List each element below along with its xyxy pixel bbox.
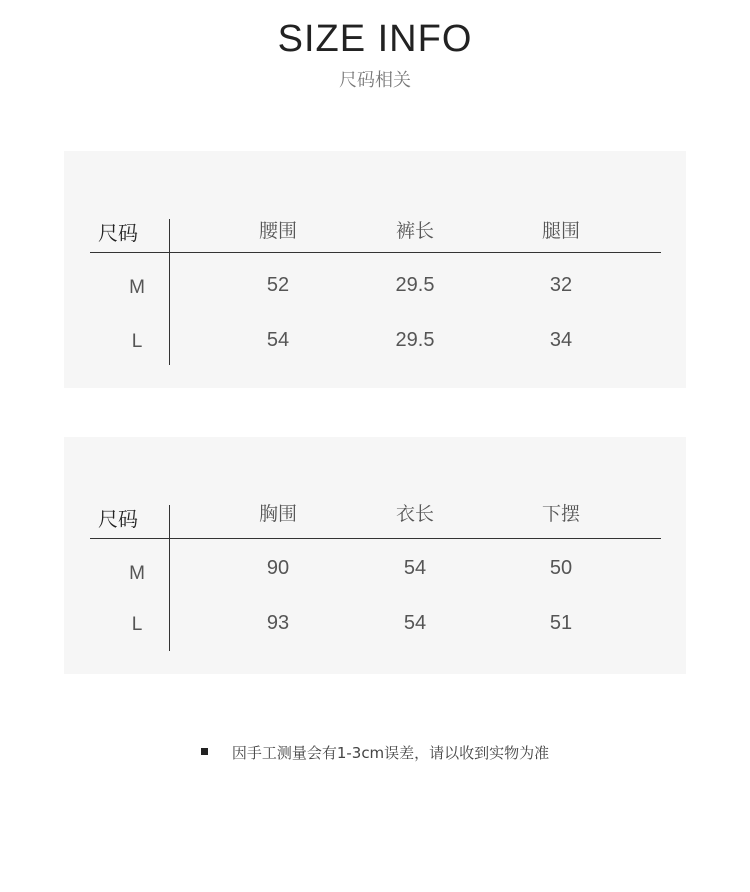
table-cell: 54 bbox=[403, 612, 427, 634]
row-label-m: M bbox=[129, 277, 145, 298]
table-vertical-divider bbox=[169, 505, 170, 651]
table-cell: 54 bbox=[266, 329, 290, 351]
table-header-divider bbox=[90, 538, 661, 539]
measurement-note bbox=[0, 742, 750, 763]
page-subtitle: 尺码相关 bbox=[339, 70, 411, 91]
table-cell: 93 bbox=[266, 612, 290, 634]
table-cell: 51 bbox=[549, 612, 573, 634]
table-cell: 29.5 bbox=[395, 274, 435, 296]
table-cell: 90 bbox=[266, 557, 290, 579]
table-cell: 50 bbox=[549, 557, 573, 579]
column-header-length: 裤长 bbox=[395, 220, 434, 242]
column-header-length: 衣长 bbox=[395, 503, 434, 525]
size-table-top bbox=[64, 437, 686, 674]
table-vertical-divider bbox=[169, 219, 170, 365]
row-label-l: L bbox=[131, 331, 143, 352]
table-header-divider bbox=[90, 252, 661, 253]
column-header-hem: 下摆 bbox=[541, 503, 580, 525]
bullet-icon bbox=[201, 748, 208, 755]
row-label-m: M bbox=[129, 563, 145, 584]
column-header-thigh: 腿围 bbox=[541, 220, 580, 242]
table-corner-label: 尺码 bbox=[98, 507, 138, 531]
page-title: SIZE INFO bbox=[277, 18, 473, 60]
table-cell: 29.5 bbox=[395, 329, 435, 351]
measurement-note-text: 因手工测量会有1-3cm误差，请以收到实物为准 bbox=[231, 744, 550, 762]
table-cell: 54 bbox=[403, 557, 427, 579]
column-header-chest: 胸围 bbox=[258, 503, 297, 525]
size-table-pants bbox=[64, 151, 686, 388]
column-header-waist: 腰围 bbox=[258, 220, 297, 242]
table-cell: 32 bbox=[549, 274, 573, 296]
table-cell: 52 bbox=[266, 274, 290, 296]
table-corner-label: 尺码 bbox=[98, 221, 138, 245]
row-label-l: L bbox=[131, 614, 143, 635]
table-cell: 34 bbox=[549, 329, 573, 351]
